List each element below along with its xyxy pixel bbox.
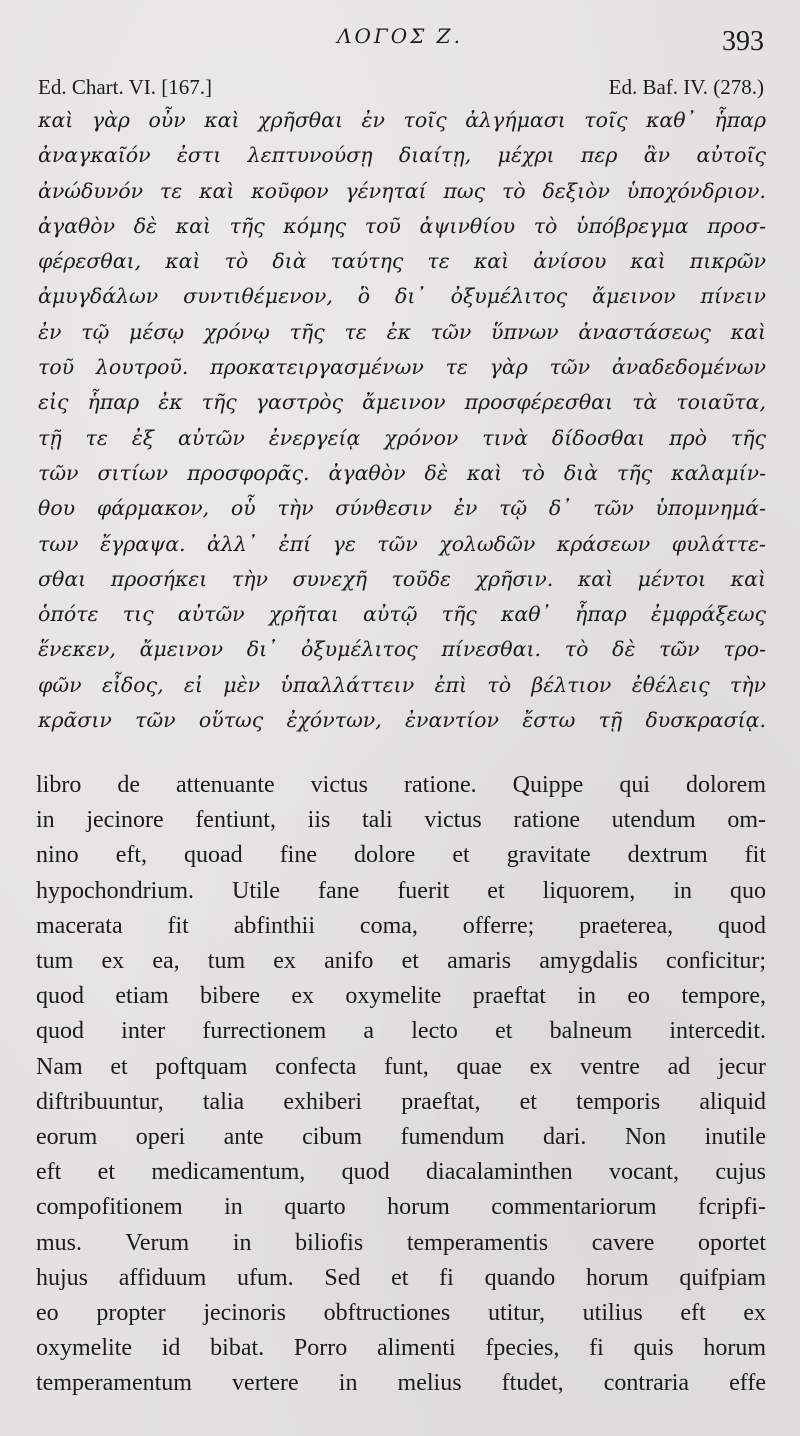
latin-text-line: hypochondrium. Utile fane fuerit et liquorem, in quo: [36, 877, 766, 904]
latin-text-line: quod etiam bibere ex oxymelite praeftat in eo tempore,: [36, 983, 766, 1010]
latin-text-line: eo propter jecinoris obftructiones utitur, utilius eft ex: [36, 1300, 766, 1327]
greek-text-line: φέρεσθαι, καὶ τὸ διὰ ταύτης τε καὶ ἀνίσου καὶ πικρῶν: [38, 249, 766, 274]
latin-text-line: temperamentum vertere in melius ftudet, contraria effe: [36, 1370, 766, 1397]
greek-text-block: [38, 103, 766, 738]
page-number: 393: [722, 26, 764, 57]
greek-text-line: τοῦ λουτροῦ. προκατειργασμένων τε γὰρ τῶν ἀναδεδομένων: [38, 355, 766, 380]
latin-text-line: eft et medicamentum, quod diacalaminthen vocant, cujus: [36, 1159, 766, 1186]
latin-text-block: [36, 768, 766, 1402]
running-title: ΛΟΓΟΣ Ζ.: [337, 24, 463, 48]
edition-reference-basel: Ed. Baf. IV. (278.): [608, 75, 764, 99]
greek-text-line: ἀνώδυνόν τε καὶ κοῦφον γένηταί πως τὸ δεξιὸν ὑποχόνδριον.: [38, 178, 766, 203]
latin-text-line: nino eft, quoad fine dolore et gravitate dextrum fit: [36, 842, 766, 869]
greek-text-line: ἀγαθὸν δὲ καὶ τῆς κόμης τοῦ ἀψινθίου τὸ ὑπόβρεγμα προσ-: [38, 213, 766, 238]
greek-text-line: ἀμυγδάλων συντιθέμενον, ὃ δι᾽ ὀξυμέλιτος ἄμεινον πίνειν: [38, 284, 766, 309]
latin-text-line: libro de attenuante victus ratione. Quippe qui dolorem: [36, 772, 766, 798]
greek-text-line: εἰς ἧπαρ ἐκ τῆς γαστρὸς ἄμεινον προσφέρεσθαι τὰ τοιαῦτα,: [38, 390, 766, 415]
latin-text-line: hujus affiduum ufum. Sed et fi quando horum quifpiam: [36, 1264, 766, 1291]
greek-text-line: ἐν τῷ μέσῳ χρόνῳ τῆς τε ἐκ τῶν ὕπνων ἀναστάσεως καὶ: [38, 319, 766, 344]
greek-text-line: ἕνεκεν, ἄμεινον δι᾽ ὀξυμέλιτος πίνεσθαι. τὸ δὲ τῶν τρο-: [38, 637, 766, 662]
greek-text-line: φῶν εἶδος, εἰ μὲν ὑπαλλάττειν ἐπὶ τὸ βέλτιον ἐθέλεις τὴν: [38, 672, 766, 697]
latin-text-line: Nam et poftquam confecta funt, quae ex ventre ad jecur: [36, 1053, 766, 1080]
greek-text-line: τῶν σιτίων προσφορᾶς. ἀγαθὸν δὲ καὶ τὸ διὰ τῆς καλαμίν-: [38, 460, 766, 485]
greek-text-line: ἀναγκαῖόν ἐστι λεπτυνούσῃ διαίτῃ, μέχρι περ ἂν αὐτοῖς: [38, 143, 766, 168]
greek-text-line: κρᾶσιν τῶν οὕτως ἐχόντων, ἐναντίον ἔστω τῇ δυσκρασίᾳ.: [38, 708, 766, 733]
latin-text-line: eorum operi ante cibum fumendum dari. Non inutile: [36, 1124, 766, 1151]
latin-text-line: mus. Verum in biliofis temperamentis cavere oportet: [36, 1229, 766, 1256]
latin-text-line: tum ex ea, tum ex anifo et amaris amygdalis conficitur;: [36, 948, 766, 975]
edition-reference-chartier: Ed. Chart. VI. [167.]: [38, 75, 212, 99]
greek-text-line: σθαι προσήκει τὴν συνεχῆ τοῦδε χρῆσιν. καὶ μέντοι καὶ: [38, 566, 766, 591]
greek-text-line: των ἔγραψα. ἀλλ᾽ ἐπί γε τῶν χολωδῶν κράσεων φυλάττε-: [38, 531, 766, 556]
latin-text-line: in jecinore fentiunt, iis tali victus ratione utendum om-: [36, 807, 766, 834]
latin-text-line: quod inter furrectionem a lecto et balneum intercedit.: [36, 1018, 766, 1045]
latin-text-line: oxymelite id bibat. Porro alimenti fpecies, fi quis horum: [36, 1335, 766, 1362]
greek-text-line: ὁπότε τις αὐτῶν χρῆται αὐτῷ τῆς καθ᾽ ἧπαρ ἐμφράξεως: [38, 602, 766, 627]
greek-text-line: θου φάρμακον, οὗ τὴν σύνθεσιν ἐν τῷ δ᾽ τῶν ὑπομνημά-: [38, 496, 766, 521]
latin-text-line: diftribuuntur, talia exhiberi praeftat, et temporis aliquid: [36, 1088, 766, 1115]
latin-text-line: compofitionem in quarto horum commentariorum fcripfi-: [36, 1194, 766, 1221]
latin-text-line: macerata fit abfinthii coma, offerre; praeterea, quod: [36, 912, 766, 939]
greek-text-line: καὶ γὰρ οὖν καὶ χρῆσθαι ἐν τοῖς ἀλγήμασι τοῖς καθ᾽ ἧπαρ: [38, 108, 766, 132]
greek-text-line: τῇ τε ἐξ αὐτῶν ἐνεργείᾳ χρόνον τινὰ δίδοσθαι πρὸ τῆς: [38, 425, 766, 450]
